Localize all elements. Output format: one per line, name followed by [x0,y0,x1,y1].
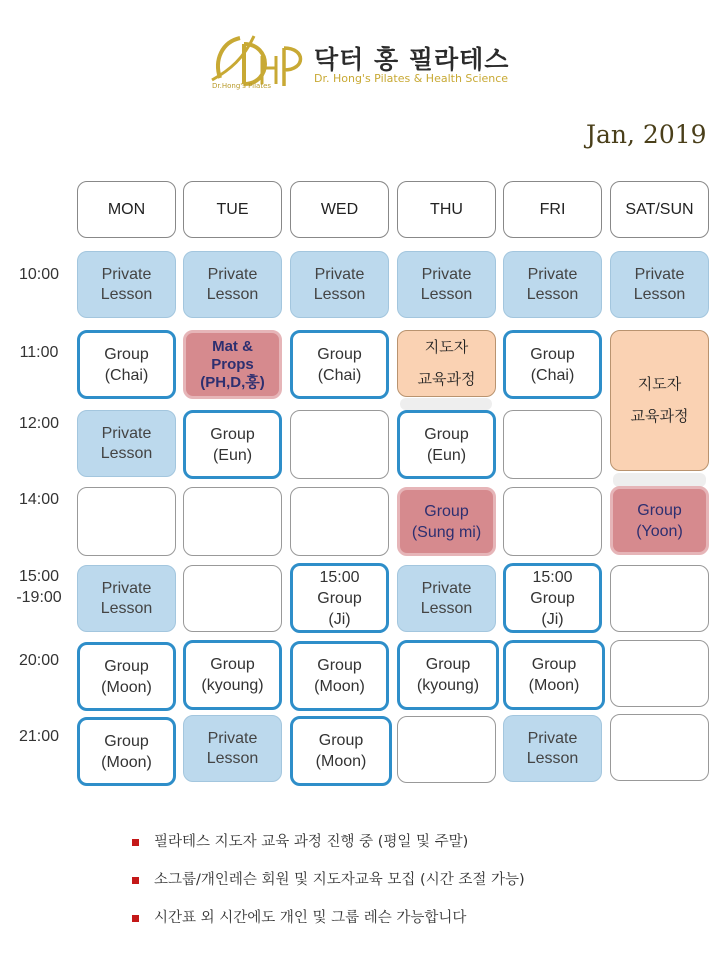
schedule-cell-group: Group (Chai) [290,330,389,399]
schedule-cell-empty [503,410,602,479]
schedule-cell-group: Group (Chai) [77,330,176,399]
schedule-cell-private: Private Lesson [610,251,709,318]
day-header-wed: WED [290,181,389,238]
day-header-satsun: SAT/SUN [610,181,709,238]
schedule-cell-group-highlight: Group (Sung mi) [397,487,496,556]
schedule-cell-group-highlight: Group (Yoon) [610,486,709,555]
bullet-icon [132,839,139,846]
day-header-tue: TUE [183,181,282,238]
note-item: 소그룹/개인레슨 회원 및 지도자교육 모집 (시간 조절 가능) [132,870,692,908]
schedule-cell-group: Group (Eun) [397,410,496,479]
month-title: Jan, 2019 [586,120,707,149]
time-label: 12:00 [18,415,60,432]
schedule-cell-empty [503,487,602,556]
schedule-cell-private: Private Lesson [77,565,176,632]
schedule-cell-private: Private Lesson [397,251,496,318]
schedule-cell-group: Group (Moon) [290,716,392,786]
time-label: 11:00 [19,344,59,361]
schedule-cell-group: 15:00 Group (Ji) [290,563,389,633]
schedule-cell-group: Group (Moon) [290,641,389,711]
schedule-cell-group: 15:00 Group (Ji) [503,563,602,633]
logo [210,30,510,100]
notes-list [132,832,692,946]
schedule-cell-group: Group (Moon) [503,640,605,710]
faded-overlap [400,398,492,410]
schedule-cell-group: Group (Moon) [77,642,176,711]
schedule-cell-empty [610,714,709,781]
schedule-cell-private: Private Lesson [503,715,602,782]
schedule-cell-private: Private Lesson [77,410,176,477]
schedule-cell-instructor-course: 지도자 교육과정 [397,330,496,397]
schedule-cell-group: Group (Chai) [503,330,602,399]
schedule-cell-group: Group (kyoung) [397,640,499,710]
time-label: 10:00 [18,266,60,283]
time-label: 14:00 [18,491,60,508]
brand-name-korean: 닥터 홍 필라테스 [314,45,510,74]
schedule-cell-empty [290,410,389,479]
bullet-icon [132,915,139,922]
schedule-cell-empty [290,487,389,556]
schedule-cell-empty [610,565,709,632]
schedule-cell-private: Private Lesson [290,251,389,318]
schedule-cell-empty [183,565,282,632]
schedule-cell-mat-props: Mat & Props (PH,D,훙) [183,330,282,399]
schedule-cell-group: Group (Moon) [77,717,176,786]
time-label: 21:00 [18,728,60,745]
schedule-cell-empty [397,716,496,783]
bullet-icon [132,877,139,884]
schedule-cell-private: Private Lesson [397,565,496,632]
schedule-cell-private: Private Lesson [183,251,282,318]
logo-subtext: Dr.Hong's Pilates [212,82,272,90]
time-label: 15:00 -19:00 [16,568,62,606]
schedule-cell-instructor-course: 지도자 교육과정 [610,330,709,471]
schedule-cell-empty [183,487,282,556]
faded-overlap [613,473,706,487]
note-item: 필라테스 지도자 교육 과정 진행 중 (평일 및 주말) [132,832,692,870]
note-item: 시간표 외 시간에도 개인 및 그룹 레슨 가능합니다 [132,908,692,946]
schedule-cell-empty [610,640,709,707]
dhp-logo-icon [210,30,310,90]
schedule-cell-private: Private Lesson [77,251,176,318]
brand-name-english: Dr. Hong's Pilates & Health Science [314,72,509,85]
time-label: 20:00 [18,652,60,669]
day-header-thu: THU [397,181,496,238]
schedule-cell-empty [77,487,176,556]
schedule-cell-private: Private Lesson [503,251,602,318]
day-header-fri: FRI [503,181,602,238]
schedule-cell-private: Private Lesson [183,715,282,782]
schedule-cell-group: Group (kyoung) [183,640,282,710]
day-header-mon: MON [77,181,176,238]
schedule-cell-group: Group (Eun) [183,410,282,479]
